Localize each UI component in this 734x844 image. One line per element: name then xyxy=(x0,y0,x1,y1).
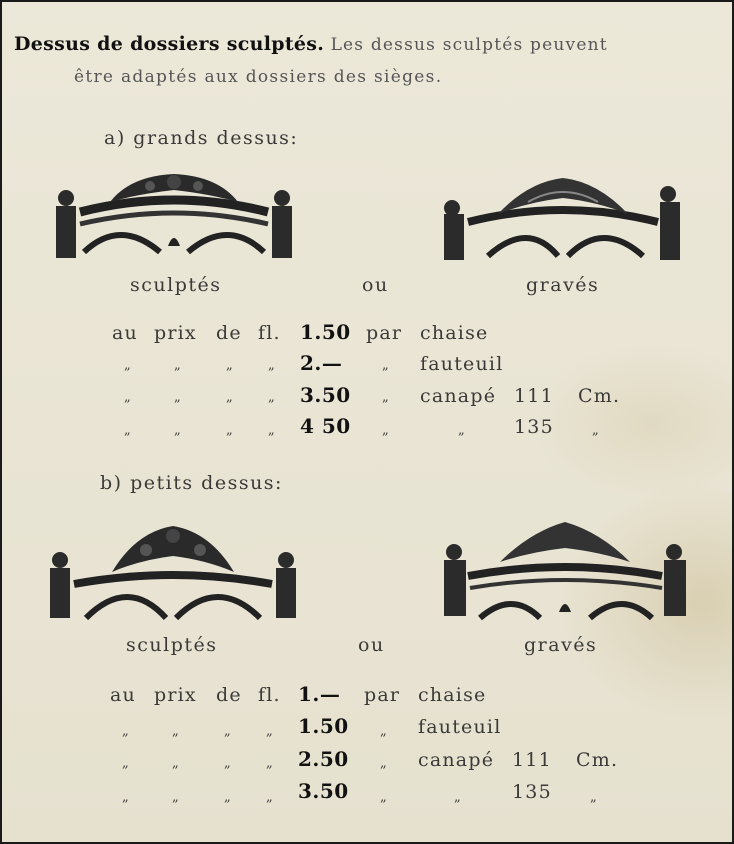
size-value: 111 xyxy=(514,385,554,407)
caption-engraved-b: gravés xyxy=(524,634,598,656)
ditto-mark: „ xyxy=(224,756,232,771)
ditto-mark: „ xyxy=(172,790,180,805)
unit-label: Cm. xyxy=(578,385,621,407)
cell-text: au xyxy=(112,322,138,344)
page-title: Dessus de dossiers sculptés. xyxy=(14,33,325,55)
ditto-mark: „ xyxy=(224,790,232,805)
price-value: 2.50 xyxy=(298,747,349,771)
item-name: fauteuil xyxy=(418,716,502,738)
unit-label: Cm. xyxy=(576,749,619,771)
caption-engraved-a: gravés xyxy=(526,274,600,296)
ditto-mark: „ xyxy=(226,358,234,373)
ditto-mark: „ xyxy=(174,390,182,405)
price-value: 4 50 xyxy=(300,414,351,438)
cell-text: par xyxy=(366,322,403,344)
ditto-mark: „ xyxy=(380,756,388,771)
ditto-mark: „ xyxy=(268,358,276,373)
cell-text: de xyxy=(216,684,242,706)
ditto-mark: „ xyxy=(122,790,130,805)
ditto-mark: „ xyxy=(380,724,388,739)
item-name: fauteuil xyxy=(420,353,504,375)
ditto-mark: „ xyxy=(454,790,462,805)
ditto-mark: „ xyxy=(380,790,388,805)
ditto-mark: „ xyxy=(226,390,234,405)
carved-crest-small-engraved-image xyxy=(440,518,690,622)
item-name: chaise xyxy=(420,322,489,344)
cell-text: au xyxy=(110,684,136,706)
carved-crest-small-sculpted-image xyxy=(46,522,300,622)
ditto-mark: „ xyxy=(172,756,180,771)
item-name: chaise xyxy=(418,684,487,706)
cell-text: fl. xyxy=(258,684,281,706)
ditto-mark: „ xyxy=(382,423,390,438)
ditto-mark: „ xyxy=(382,390,390,405)
caption-or-a: ou xyxy=(362,274,389,296)
ditto-mark: „ xyxy=(172,724,180,739)
cell-text: fl. xyxy=(258,322,281,344)
caption-or-b: ou xyxy=(358,634,385,656)
ditto-mark: „ xyxy=(590,790,598,805)
ditto-mark: „ xyxy=(122,756,130,771)
ditto-mark: „ xyxy=(124,423,132,438)
carved-crest-grand-engraved-image xyxy=(438,172,688,266)
ditto-mark: „ xyxy=(268,390,276,405)
heading-text-2: être adaptés aux dossiers des sièges. xyxy=(74,67,443,87)
cell-text: prix xyxy=(154,322,197,344)
caption-sculpted-b: sculptés xyxy=(126,634,218,656)
ditto-mark: „ xyxy=(174,423,182,438)
price-value: 1.50 xyxy=(300,320,351,344)
price-value: 1.50 xyxy=(298,714,349,738)
ditto-mark: „ xyxy=(224,724,232,739)
section-b-label: b) petits dessus: xyxy=(100,472,283,494)
ditto-mark: „ xyxy=(268,423,276,438)
heading-line-1 xyxy=(14,33,608,55)
item-name: canapé xyxy=(418,749,495,771)
size-value: 135 xyxy=(514,416,554,438)
ditto-mark: „ xyxy=(458,423,466,438)
price-value: 1.— xyxy=(298,682,341,706)
size-value: 135 xyxy=(512,781,552,803)
ditto-mark: „ xyxy=(174,358,182,373)
ditto-mark: „ xyxy=(382,358,390,373)
size-value: 111 xyxy=(512,749,552,771)
cell-text: prix xyxy=(154,684,197,706)
heading-text-1: Les dessus sculptés peuvent xyxy=(330,35,608,55)
ditto-mark: „ xyxy=(592,423,600,438)
ditto-mark: „ xyxy=(226,423,234,438)
ditto-mark: „ xyxy=(266,724,274,739)
ditto-mark: „ xyxy=(266,756,274,771)
carved-crest-grand-sculpted-image xyxy=(50,168,298,266)
price-value: 3.50 xyxy=(298,779,349,803)
cell-text: de xyxy=(216,322,242,344)
section-a-label: a) grands dessus: xyxy=(104,127,299,149)
cell-text: par xyxy=(364,684,401,706)
ditto-mark: „ xyxy=(122,724,130,739)
caption-sculpted-a: sculptés xyxy=(130,274,222,296)
item-name: canapé xyxy=(420,385,497,407)
ditto-mark: „ xyxy=(124,390,132,405)
price-value: 2.— xyxy=(300,351,343,375)
price-value: 3.50 xyxy=(300,383,351,407)
ditto-mark: „ xyxy=(124,358,132,373)
ditto-mark: „ xyxy=(266,790,274,805)
